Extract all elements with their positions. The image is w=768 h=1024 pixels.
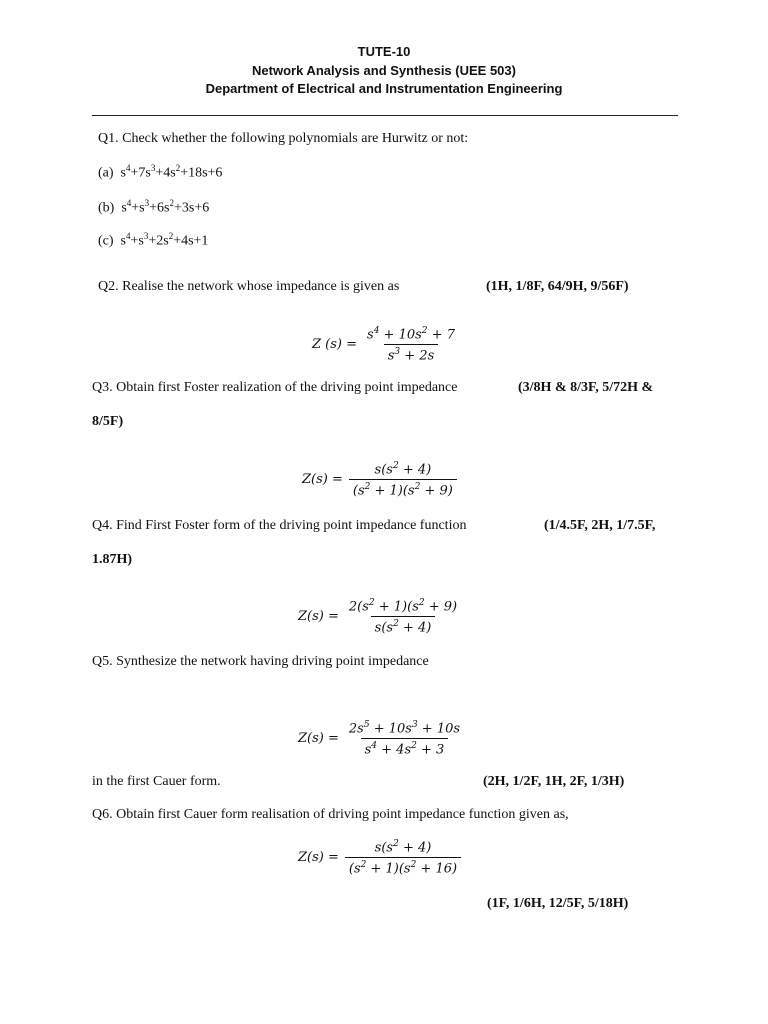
course-title: Network Analysis and Synthesis (UEE 503) [252, 63, 516, 78]
q4-text: Q4. Find First Foster form of the driving point impedance function [92, 518, 467, 533]
q1-text: Q1. Check whether the following polynomials are Hurwitz or not: [98, 131, 469, 146]
q5-answer: (2H, 1/2F, 1H, 2F, 1/3H) [483, 774, 625, 789]
q6-lhs: Z(s) = [298, 850, 339, 866]
q3-text: Q3. Obtain first Foster realization of the driving point impedance [92, 380, 458, 395]
q4-answer-line1: (1/4.5F, 2H, 1/7.5F, [544, 518, 656, 533]
q3-equation [302, 461, 457, 499]
q4-answer-line2: 1.87H) [92, 552, 133, 567]
q1-b: (b) $s^4+s^3+6s^2+3s+6$ [98, 198, 210, 216]
q3-answer-line2: 8/5F) [92, 414, 124, 429]
doc-title: TUTE-10 [357, 44, 411, 59]
q5-tail-text: in the first Cauer form. [92, 774, 221, 789]
department-title: Department of Electrical and Instrumentation Engineering [205, 81, 563, 96]
q1-c: (c) $s^4+s^3+2s^2+4s+1$ [98, 231, 209, 249]
q6-text: Q6. Obtain first Cauer form realisation of driving point impedance function given as, [92, 807, 569, 822]
q2-text: Q2. Realise the network whose impedance is given as [98, 279, 400, 294]
q5-text: Q5. Synthesize the network having driving point impedance [92, 654, 429, 669]
q3-lhs: Z(s) = [302, 472, 343, 488]
q2-equation [312, 326, 459, 364]
q4-fraction: $\frac{2(s^2 + 1)(s^2 + 9)}{s(s^2 + 4)}$ [348, 598, 458, 636]
q6-fraction: $\frac{s(s^2 + 4)}{(s^2 + 1)(s^2 + 16)}$ [345, 839, 461, 877]
q5-fraction: $\frac{2s^5 + 10s^3 + 10s}{s^4 + 4s^2 + 3}$ [348, 720, 461, 758]
header-divider [92, 115, 678, 116]
q5-equation [298, 720, 464, 758]
q3-fraction: $\frac{s(s^2 + 4)}{(s^2 + 1)(s^2 + 9)}$ [349, 461, 457, 499]
q4-lhs: Z(s) = [298, 609, 339, 625]
q1-b-label: (b) [98, 200, 115, 216]
q2-lhs: Z (s) = [312, 337, 358, 353]
q6-answer: (1F, 1/6H, 12/5F, 5/18H) [487, 896, 629, 911]
q1-a-label: (a) [98, 165, 114, 181]
q2-fraction: $\frac{s^4 + 10s^2 + 7}{s^3 + 2s}$ [367, 326, 455, 364]
q6-equation [298, 839, 461, 877]
q3-answer-line1: (3/8H & 8/3F, 5/72H & [518, 380, 654, 395]
q4-equation [298, 598, 461, 636]
q2-answer: (1H, 1/8F, 64/9H, 9/56F) [486, 279, 629, 294]
q1-a: (a) $s^4+7s^3+4s^2+18s+6$ [98, 163, 223, 181]
q5-lhs: Z(s) = [298, 731, 339, 747]
q1-c-label: (c) [98, 233, 114, 249]
